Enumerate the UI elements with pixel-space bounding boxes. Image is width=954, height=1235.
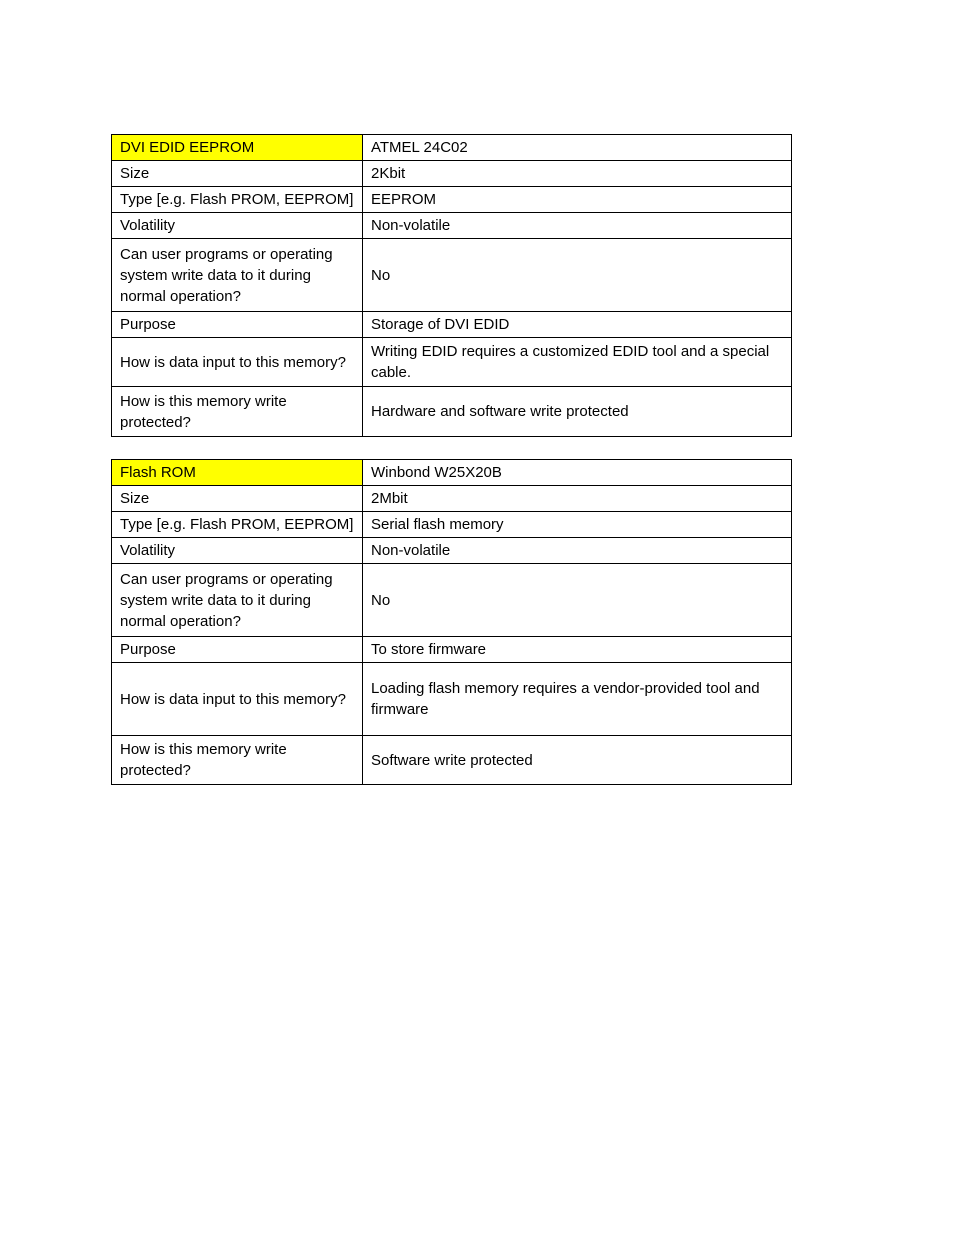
row-value: Software write protected bbox=[363, 736, 792, 785]
dvi-edid-eeprom-table bbox=[111, 134, 792, 437]
row-label: Size bbox=[112, 161, 363, 187]
table-row bbox=[112, 512, 792, 538]
memory-name-cell: Flash ROM bbox=[112, 460, 363, 486]
memory-part-cell: Winbond W25X20B bbox=[363, 460, 792, 486]
row-value: To store firmware bbox=[363, 637, 792, 663]
row-value: EEPROM bbox=[363, 187, 792, 213]
table-row bbox=[112, 736, 792, 785]
row-value: Hardware and software write protected bbox=[363, 387, 792, 437]
row-value: Writing EDID requires a customized EDID tool and a special cable. bbox=[363, 338, 792, 387]
row-value: 2Kbit bbox=[363, 161, 792, 187]
row-value: Non-volatile bbox=[363, 538, 792, 564]
row-label: Can user programs or operating system write data to it during normal operation? bbox=[112, 564, 363, 637]
row-label: Purpose bbox=[112, 312, 363, 338]
row-label: Size bbox=[112, 486, 363, 512]
table-row bbox=[112, 213, 792, 239]
table-row bbox=[112, 538, 792, 564]
row-value: Loading flash memory requires a vendor-provided tool and firmware bbox=[363, 663, 792, 736]
row-label: Purpose bbox=[112, 637, 363, 663]
table-row bbox=[112, 486, 792, 512]
table-row bbox=[112, 663, 792, 736]
row-value: 2Mbit bbox=[363, 486, 792, 512]
table-row bbox=[112, 239, 792, 312]
row-value: Non-volatile bbox=[363, 213, 792, 239]
memory-name-cell: DVI EDID EEPROM bbox=[112, 135, 363, 161]
row-value: Serial flash memory bbox=[363, 512, 792, 538]
row-label: Volatility bbox=[112, 538, 363, 564]
row-label: How is this memory write protected? bbox=[112, 387, 363, 437]
flash-rom-table bbox=[111, 459, 792, 785]
row-label: How is this memory write protected? bbox=[112, 736, 363, 785]
row-label: Volatility bbox=[112, 213, 363, 239]
row-value: Storage of DVI EDID bbox=[363, 312, 792, 338]
table-row bbox=[112, 312, 792, 338]
table-row bbox=[112, 187, 792, 213]
table-row bbox=[112, 564, 792, 637]
table-header-row bbox=[112, 135, 792, 161]
memory-part-cell: ATMEL 24C02 bbox=[363, 135, 792, 161]
row-value: No bbox=[363, 564, 792, 637]
row-label: Can user programs or operating system write data to it during normal operation? bbox=[112, 239, 363, 312]
table-row bbox=[112, 161, 792, 187]
table-row bbox=[112, 387, 792, 437]
row-label: Type [e.g. Flash PROM, EEPROM] bbox=[112, 512, 363, 538]
row-value: No bbox=[363, 239, 792, 312]
row-label: Type [e.g. Flash PROM, EEPROM] bbox=[112, 187, 363, 213]
table-row bbox=[112, 637, 792, 663]
row-label: How is data input to this memory? bbox=[112, 663, 363, 736]
table-row bbox=[112, 338, 792, 387]
table-header-row bbox=[112, 460, 792, 486]
row-label: How is data input to this memory? bbox=[112, 338, 363, 387]
